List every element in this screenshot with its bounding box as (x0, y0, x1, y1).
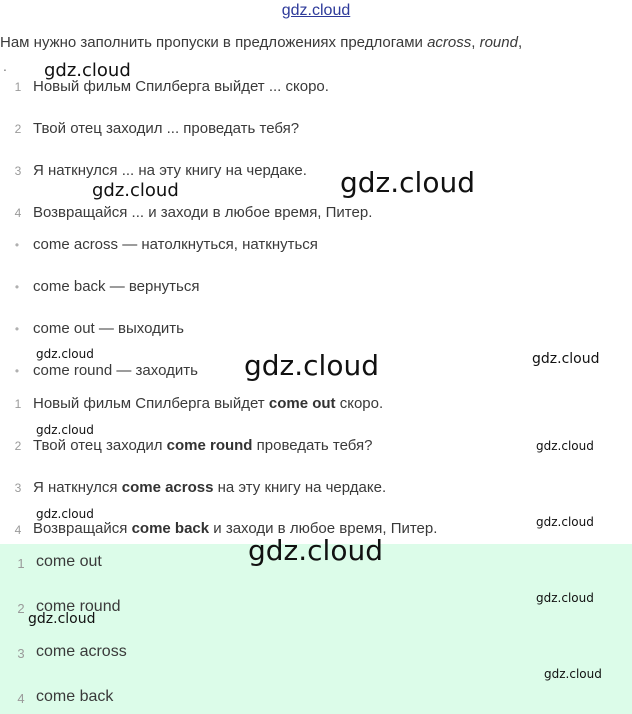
sentence-phrase: come round (166, 437, 253, 454)
intro-term-round: round (479, 34, 518, 51)
sentence-before: Твой отец заходил (33, 437, 167, 454)
answer-box (0, 544, 632, 714)
sentence-text (33, 479, 386, 496)
sentence-text (33, 437, 372, 454)
vocabulary-text: come round — заходить (33, 362, 198, 379)
sentence-phrase: come back (131, 520, 210, 537)
watermark: gdz.cloud (36, 347, 94, 361)
watermark: gdz.cloud (536, 591, 594, 605)
sentence-before: Возвращайся (33, 520, 132, 537)
intro-text (0, 34, 522, 51)
watermark: gdz.cloud (536, 439, 594, 453)
intro-tail: , (517, 34, 523, 51)
intro-term-across: across (427, 34, 472, 51)
answer-text: come back (36, 688, 114, 705)
intro-separator: , (471, 34, 480, 51)
answer-number: 3 (17, 646, 25, 661)
question-text: Возвращайся ... и заходи в любое время, Питер. (33, 204, 373, 221)
question-number: 2 (14, 122, 22, 136)
watermark: gdz.cloud (244, 349, 379, 382)
vocabulary-text: come out — выходить (33, 320, 184, 337)
sentence-number: 1 (14, 397, 22, 411)
sentence-before: Новый фильм Спилберга выйдет (33, 395, 269, 412)
watermark: gdz.cloud (532, 351, 600, 367)
sentence-phrase: come out (268, 395, 336, 412)
watermark: gdz.cloud (544, 667, 602, 681)
watermark: gdz.cloud (536, 515, 594, 529)
answer-text: come across (36, 643, 127, 660)
watermark: gdz.cloud (340, 166, 475, 199)
watermark: gdz.cloud (248, 534, 383, 567)
sentence-number: 3 (14, 481, 22, 495)
answer-text: come out (36, 553, 102, 570)
question-text: Новый фильм Спилберга выйдет ... скоро. (33, 78, 329, 95)
watermark: gdz.cloud (44, 60, 131, 81)
intro-continuation-dot: . (3, 58, 7, 74)
watermark: gdz.cloud (92, 180, 179, 201)
sentence-after: проведать тебя? (252, 437, 373, 454)
sentence-before: Я наткнулся (33, 479, 122, 496)
answer-text: come round (36, 598, 121, 615)
sentence-number: 4 (14, 523, 22, 537)
sentence-text (33, 395, 383, 412)
question-number: 3 (14, 164, 22, 178)
answer-number: 4 (17, 691, 25, 706)
question-text: Я наткнулся ... на эту книгу на чердаке. (33, 162, 307, 179)
sentence-after: и заходи в любое время, Питер. (209, 520, 438, 537)
watermark: gdz.cloud (36, 507, 94, 521)
bullet-icon: • (14, 322, 20, 336)
sentence-phrase: come across (121, 479, 214, 496)
vocabulary-text: come back — вернуться (33, 278, 200, 295)
question-number: 1 (14, 80, 22, 94)
watermark: gdz.cloud (36, 423, 94, 437)
question-number: 4 (14, 206, 22, 220)
answer-number: 1 (17, 556, 25, 571)
sentence-after: на эту книгу на чердаке. (213, 479, 387, 496)
sentence-number: 2 (14, 439, 22, 453)
question-text: Твой отец заходил ... проведать тебя? (33, 120, 300, 137)
site-header-watermark: gdz.cloud (281, 2, 351, 19)
bullet-icon: • (14, 280, 20, 294)
bullet-icon: • (14, 238, 20, 252)
watermark: gdz.cloud (28, 611, 96, 627)
answer-number: 2 (17, 601, 25, 616)
intro-lead: Нам нужно заполнить пропуски в предложениях предлогами (0, 34, 428, 51)
vocabulary-text: come across — натолкнуться, наткнуться (33, 236, 318, 253)
sentence-after: скоро. (335, 395, 384, 412)
bullet-icon: • (14, 364, 20, 378)
